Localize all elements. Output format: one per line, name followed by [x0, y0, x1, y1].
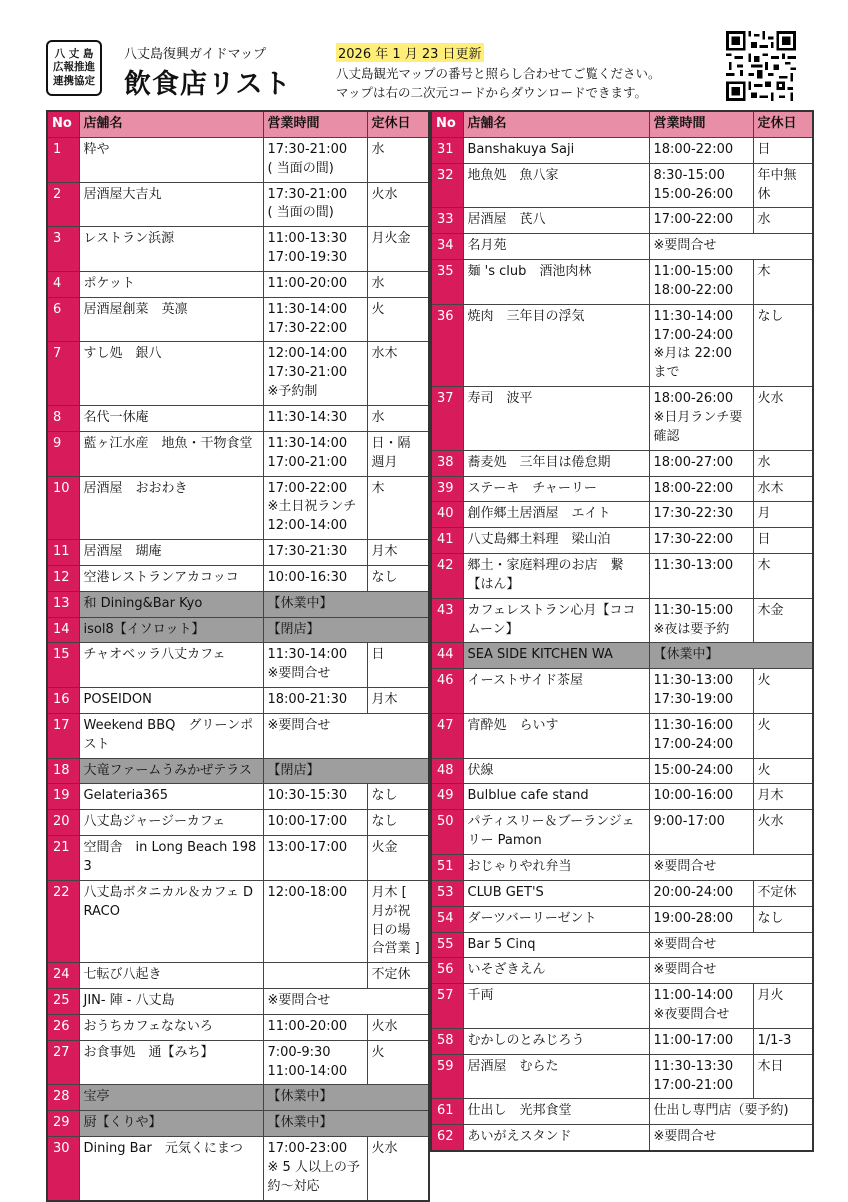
- business-hours: 8:30-15:00 15:00-26:00: [649, 163, 753, 208]
- business-hours: 17:30-21:00 ( 当面の間): [263, 182, 367, 227]
- closed-days: なし: [753, 304, 813, 386]
- restaurant-name: 居酒屋大吉丸: [79, 182, 263, 227]
- restaurant-name: 伏線: [463, 758, 649, 784]
- restaurant-name: 焼肉 三年目の浮気: [463, 304, 649, 386]
- closed-days: 水木: [753, 476, 813, 502]
- closed-days: 月火金: [367, 227, 429, 272]
- closed-days: 1/1-3: [753, 1028, 813, 1054]
- restaurant-name: あいがえスタンド: [463, 1125, 649, 1151]
- row-number: 3: [47, 227, 79, 272]
- business-hours: 11:30-14:00 17:30-22:00: [263, 297, 367, 342]
- row-number: 30: [47, 1137, 79, 1201]
- table-row: [47, 342, 429, 406]
- business-hours: 【休業中】: [263, 591, 429, 617]
- business-hours: ※要問合せ: [649, 1125, 813, 1151]
- business-hours: 11:00-20:00: [263, 1014, 367, 1040]
- table-header-row: [431, 111, 813, 137]
- column-header-hours: 営業時間: [649, 111, 753, 137]
- instruction-note-1: 八丈島観光マップの番号と照らし合わせてご覧ください。: [336, 66, 661, 81]
- table-row: [47, 227, 429, 272]
- business-hours: 17:30-22:30: [649, 502, 753, 528]
- business-hours: 11:30-14:30: [263, 405, 367, 431]
- business-hours: 10:00-16:30: [263, 565, 367, 591]
- business-hours: 【休業中】: [263, 1085, 429, 1111]
- row-number: 35: [431, 260, 463, 305]
- restaurant-name: 七転び八起き: [79, 963, 263, 989]
- table-row: [47, 688, 429, 714]
- table-row: [47, 963, 429, 989]
- business-hours: 7:00-9:30 11:00-14:00: [263, 1040, 367, 1085]
- business-hours: 11:30-16:00 17:00-24:00: [649, 713, 753, 758]
- business-hours: 18:00-26:00 ※日月ランチ要 確認: [649, 387, 753, 451]
- table-row: [431, 880, 813, 906]
- closed-days: 水: [367, 271, 429, 297]
- business-hours: 17:00-22:00 ※土日祝ランチ 12:00-14:00: [263, 476, 367, 540]
- row-number: 58: [431, 1028, 463, 1054]
- table-row: [431, 643, 813, 669]
- row-number: 43: [431, 598, 463, 643]
- closed-days: 火水: [367, 1137, 429, 1201]
- business-hours: 11:00-14:00 ※夜要問合せ: [649, 984, 753, 1029]
- closed-days: 水: [753, 208, 813, 234]
- closed-days: 木: [753, 554, 813, 599]
- collaboration-badge: [46, 40, 102, 96]
- row-number: 39: [431, 476, 463, 502]
- restaurant-name: ダーツバーリーゼント: [463, 906, 649, 932]
- restaurant-name: ステーキ チャーリー: [463, 476, 649, 502]
- restaurant-name: 名代一休庵: [79, 405, 263, 431]
- business-hours: 17:00-22:00: [649, 208, 753, 234]
- business-hours: 【閉店】: [263, 617, 429, 643]
- badge-line: 連携協定: [53, 74, 95, 87]
- business-hours: 9:00-17:00: [649, 810, 753, 855]
- row-number: 32: [431, 163, 463, 208]
- table-row: [47, 1137, 429, 1201]
- row-number: 6: [47, 297, 79, 342]
- restaurant-name: 蕎麦処 三年目は倦怠期: [463, 450, 649, 476]
- business-hours: 20:00-24:00: [649, 880, 753, 906]
- table-row: [47, 880, 429, 962]
- table-row: [431, 1054, 813, 1099]
- restaurant-name: 八丈島ジャージーカフェ: [79, 810, 263, 836]
- row-number: 42: [431, 554, 463, 599]
- row-number: 49: [431, 784, 463, 810]
- row-number: 53: [431, 880, 463, 906]
- restaurant-name: カフェレストラン心月【ココムーン】: [463, 598, 649, 643]
- business-hours: [263, 963, 367, 989]
- column-header-closed: 定休日: [367, 111, 429, 137]
- business-hours: 18:00-22:00: [649, 476, 753, 502]
- row-number: 13: [47, 591, 79, 617]
- page-subtitle: 八丈島復興ガイドマップ: [124, 47, 267, 62]
- closed-days: 月火: [753, 984, 813, 1029]
- restaurant-name: 八丈島郷土料理 梁山泊: [463, 528, 649, 554]
- restaurant-name: おうちカフェなないろ: [79, 1014, 263, 1040]
- business-hours: 11:00-20:00: [263, 271, 367, 297]
- row-number: 56: [431, 958, 463, 984]
- restaurant-name: イーストサイド茶屋: [463, 669, 649, 714]
- restaurant-name: 八丈島ボタニカル＆カフェ DRACO: [79, 880, 263, 962]
- restaurant-name: レストラン浜源: [79, 227, 263, 272]
- restaurant-name: 居酒屋 むらた: [463, 1054, 649, 1099]
- table-row: [431, 1028, 813, 1054]
- restaurant-name: 厨【くりや】: [79, 1111, 263, 1137]
- business-hours: ※要問合せ: [649, 234, 813, 260]
- table-row: [431, 784, 813, 810]
- table-row: [47, 1111, 429, 1137]
- table-row: [431, 208, 813, 234]
- table-row: [431, 810, 813, 855]
- business-hours: ※要問合せ: [263, 713, 429, 758]
- table-row: [47, 989, 429, 1015]
- closed-days: 日: [367, 643, 429, 688]
- column-header-hours: 営業時間: [263, 111, 367, 137]
- business-hours: 11:30-14:00 17:00-21:00: [263, 431, 367, 476]
- closed-days: 木金: [753, 598, 813, 643]
- instruction-note-2: マップは右の二次元コードからダウンロードできます。: [336, 85, 648, 100]
- table-row: [47, 836, 429, 881]
- restaurant-name: パティスリー＆ブーランジェリー Pamon: [463, 810, 649, 855]
- row-number: 27: [47, 1040, 79, 1085]
- row-number: 40: [431, 502, 463, 528]
- row-number: 10: [47, 476, 79, 540]
- closed-days: 日: [753, 137, 813, 163]
- closed-days: 年中無 休: [753, 163, 813, 208]
- closed-days: 火: [367, 1040, 429, 1085]
- closed-days: 火水: [753, 387, 813, 451]
- restaurant-name: チャオベッラ八丈カフェ: [79, 643, 263, 688]
- restaurant-name: Weekend BBQ グリーンポスト: [79, 713, 263, 758]
- table-row: [431, 984, 813, 1029]
- closed-days: 不定休: [367, 963, 429, 989]
- row-number: 15: [47, 643, 79, 688]
- restaurant-name: CLUB GET'S: [463, 880, 649, 906]
- table-row: [431, 669, 813, 714]
- row-number: 11: [47, 540, 79, 566]
- row-number: 2: [47, 182, 79, 227]
- table-row: [47, 591, 429, 617]
- restaurant-name: 創作郷土居酒屋 エイト: [463, 502, 649, 528]
- restaurant-name: 宵酔処 らいす: [463, 713, 649, 758]
- row-number: 16: [47, 688, 79, 714]
- business-hours: 10:00-17:00: [263, 810, 367, 836]
- restaurant-name: ポケット: [79, 271, 263, 297]
- restaurant-name: JIN- 陣 - 八丈島: [79, 989, 263, 1015]
- row-number: 48: [431, 758, 463, 784]
- restaurant-name: isol8【イソロット】: [79, 617, 263, 643]
- qr-code-icon[interactable]: [726, 31, 796, 101]
- restaurant-name: 居酒屋 芪八: [463, 208, 649, 234]
- closed-days: 火水: [367, 1014, 429, 1040]
- restaurant-name: いそざきえん: [463, 958, 649, 984]
- business-hours: 17:00-23:00 ※ 5 人以上の予約〜対応: [263, 1137, 367, 1201]
- restaurant-name: SEA SIDE KITCHEN WA: [463, 643, 649, 669]
- row-number: 19: [47, 784, 79, 810]
- row-number: 57: [431, 984, 463, 1029]
- row-number: 59: [431, 1054, 463, 1099]
- business-hours: 11:30-13:00: [649, 554, 753, 599]
- row-number: 25: [47, 989, 79, 1015]
- table-header-row: [47, 111, 429, 137]
- table-row: [47, 182, 429, 227]
- closed-days: 火: [367, 297, 429, 342]
- restaurant-name: Gelateria365: [79, 784, 263, 810]
- business-hours: 18:00-21:30: [263, 688, 367, 714]
- table-row: [431, 502, 813, 528]
- restaurant-name: 居酒屋創菜 英凛: [79, 297, 263, 342]
- business-hours: 11:00-17:00: [649, 1028, 753, 1054]
- table-row: [431, 1125, 813, 1151]
- column-header-closed: 定休日: [753, 111, 813, 137]
- business-hours: 15:00-24:00: [649, 758, 753, 784]
- closed-days: 月木: [367, 540, 429, 566]
- table-row: [47, 1085, 429, 1111]
- closed-days: 月木: [753, 784, 813, 810]
- business-hours: 17:30-22:00: [649, 528, 753, 554]
- table-row: [431, 387, 813, 451]
- closed-days: 木: [367, 476, 429, 540]
- table-row: [431, 713, 813, 758]
- business-hours: 【休業中】: [649, 643, 813, 669]
- business-hours: ※要問合せ: [649, 958, 813, 984]
- restaurant-name: 名月苑: [463, 234, 649, 260]
- row-number: 54: [431, 906, 463, 932]
- business-hours: 11:30-14:00 ※要問合せ: [263, 643, 367, 688]
- restaurant-name: 地魚処 魚八家: [463, 163, 649, 208]
- business-hours: 11:00-15:00 18:00-22:00: [649, 260, 753, 305]
- column-header-name: 店舗名: [463, 111, 649, 137]
- closed-days: 月木: [367, 688, 429, 714]
- table-row: [431, 932, 813, 958]
- closed-days: 月木 [ 月が祝 日の場 合営業 ]: [367, 880, 429, 962]
- table-row: [47, 431, 429, 476]
- row-number: 4: [47, 271, 79, 297]
- row-number: 17: [47, 713, 79, 758]
- restaurant-name: 空港レストランアカコッコ: [79, 565, 263, 591]
- row-number: 50: [431, 810, 463, 855]
- table-row: [47, 713, 429, 758]
- restaurant-name: おじゃりやれ弁当: [463, 855, 649, 881]
- restaurant-name: 麺 's club 酒池肉林: [463, 260, 649, 305]
- table-row: [47, 810, 429, 836]
- table-row: [47, 297, 429, 342]
- row-number: 7: [47, 342, 79, 406]
- update-date: 2026 年 1 月 23 日更新: [336, 43, 484, 62]
- table-row: [47, 476, 429, 540]
- table-row: [47, 617, 429, 643]
- closed-days: 水: [367, 137, 429, 182]
- table-row: [431, 758, 813, 784]
- closed-days: 日: [753, 528, 813, 554]
- row-number: 12: [47, 565, 79, 591]
- table-row: [47, 758, 429, 784]
- table-row: [431, 1099, 813, 1125]
- restaurant-name: 千両: [463, 984, 649, 1029]
- row-number: 62: [431, 1125, 463, 1151]
- restaurant-name: 仕出し 光邦食堂: [463, 1099, 649, 1125]
- restaurant-table-right: [430, 110, 814, 1152]
- business-hours: ※要問合せ: [263, 989, 429, 1015]
- restaurant-name: Bulblue cafe stand: [463, 784, 649, 810]
- column-header-name: 店舗名: [79, 111, 263, 137]
- business-hours: ※要問合せ: [649, 855, 813, 881]
- row-number: 38: [431, 450, 463, 476]
- table-row: [431, 260, 813, 305]
- restaurant-name: Bar 5 Cinq: [463, 932, 649, 958]
- closed-days: 火: [753, 758, 813, 784]
- business-hours: 17:30-21:00 ( 当面の間): [263, 137, 367, 182]
- business-hours: 10:00-16:00: [649, 784, 753, 810]
- closed-days: 日・隔 週月: [367, 431, 429, 476]
- table-row: [431, 906, 813, 932]
- table-row: [47, 1040, 429, 1085]
- restaurant-name: すし処 銀八: [79, 342, 263, 406]
- table-row: [47, 784, 429, 810]
- row-number: 9: [47, 431, 79, 476]
- row-number: 26: [47, 1014, 79, 1040]
- closed-days: 木: [753, 260, 813, 305]
- table-row: [47, 1014, 429, 1040]
- restaurant-name: Banshakuya Saji: [463, 137, 649, 163]
- row-number: 51: [431, 855, 463, 881]
- business-hours: 10:30-15:30: [263, 784, 367, 810]
- business-hours: 18:00-27:00: [649, 450, 753, 476]
- table-row: [431, 450, 813, 476]
- row-number: 41: [431, 528, 463, 554]
- restaurant-name: POSEIDON: [79, 688, 263, 714]
- row-number: 22: [47, 880, 79, 962]
- restaurant-name: 藍ヶ江水産 地魚・干物食堂: [79, 431, 263, 476]
- table-row: [431, 234, 813, 260]
- row-number: 20: [47, 810, 79, 836]
- restaurant-name: 郷土・家庭料理のお店 繋【はん】: [463, 554, 649, 599]
- business-hours: 12:00-18:00: [263, 880, 367, 962]
- restaurant-name: 居酒屋 おおわき: [79, 476, 263, 540]
- business-hours: 19:00-28:00: [649, 906, 753, 932]
- restaurant-name: 宝亭: [79, 1085, 263, 1111]
- business-hours: 11:30-15:00 ※夜は要予約: [649, 598, 753, 643]
- closed-days: 木日: [753, 1054, 813, 1099]
- closed-days: なし: [367, 810, 429, 836]
- business-hours: 13:00-17:00: [263, 836, 367, 881]
- closed-days: 水: [753, 450, 813, 476]
- column-header-no: No: [47, 111, 79, 137]
- business-hours: 【休業中】: [263, 1111, 429, 1137]
- row-number: 31: [431, 137, 463, 163]
- row-number: 29: [47, 1111, 79, 1137]
- table-row: [431, 137, 813, 163]
- row-number: 28: [47, 1085, 79, 1111]
- business-hours: ※要問合せ: [649, 932, 813, 958]
- table-row: [431, 163, 813, 208]
- closed-days: 月: [753, 502, 813, 528]
- closed-days: なし: [753, 906, 813, 932]
- table-row: [47, 405, 429, 431]
- restaurant-table-left: [46, 110, 430, 1202]
- row-number: 24: [47, 963, 79, 989]
- restaurant-name: 居酒屋 瑚庵: [79, 540, 263, 566]
- row-number: 47: [431, 713, 463, 758]
- table-row: [47, 643, 429, 688]
- table-row: [47, 565, 429, 591]
- closed-days: 火水: [753, 810, 813, 855]
- closed-days: なし: [367, 565, 429, 591]
- row-number: 55: [431, 932, 463, 958]
- business-hours: 18:00-22:00: [649, 137, 753, 163]
- restaurant-name: 空間舎 in Long Beach 1983: [79, 836, 263, 881]
- row-number: 37: [431, 387, 463, 451]
- closed-days: 火: [753, 713, 813, 758]
- table-row: [431, 528, 813, 554]
- business-hours: 11:30-14:00 17:00-24:00 ※月は 22:00 まで: [649, 304, 753, 386]
- row-number: 44: [431, 643, 463, 669]
- row-number: 8: [47, 405, 79, 431]
- row-number: 33: [431, 208, 463, 234]
- row-number: 46: [431, 669, 463, 714]
- badge-line: 広報推進: [53, 61, 95, 74]
- table-row: [431, 554, 813, 599]
- table-row: [431, 598, 813, 643]
- closed-days: 火水: [367, 182, 429, 227]
- row-number: 36: [431, 304, 463, 386]
- restaurant-name: Dining Bar 元気くにまつ: [79, 1137, 263, 1201]
- restaurant-name: むかしのとみじろう: [463, 1028, 649, 1054]
- closed-days: 水木: [367, 342, 429, 406]
- table-row: [47, 137, 429, 182]
- column-header-no: No: [431, 111, 463, 137]
- page-title: 飲食店リスト: [124, 69, 292, 100]
- badge-line: 八 丈 島: [54, 47, 94, 60]
- restaurant-name: 和 Dining&Bar Kyo: [79, 591, 263, 617]
- closed-days: なし: [367, 784, 429, 810]
- business-hours: 11:00-13:30 17:00-19:30: [263, 227, 367, 272]
- row-number: 1: [47, 137, 79, 182]
- row-number: 18: [47, 758, 79, 784]
- row-number: 61: [431, 1099, 463, 1125]
- table-row: [431, 476, 813, 502]
- closed-days: 火: [753, 669, 813, 714]
- table-row: [47, 271, 429, 297]
- row-number: 21: [47, 836, 79, 881]
- table-row: [431, 855, 813, 881]
- business-hours: 仕出し専門店（要予約): [649, 1099, 813, 1125]
- business-hours: 11:30-13:30 17:00-21:00: [649, 1054, 753, 1099]
- row-number: 14: [47, 617, 79, 643]
- closed-days: 不定休: [753, 880, 813, 906]
- business-hours: 【閉店】: [263, 758, 429, 784]
- business-hours: 12:00-14:00 17:30-21:00 ※予約制: [263, 342, 367, 406]
- restaurant-name: 粋や: [79, 137, 263, 182]
- business-hours: 11:30-13:00 17:30-19:00: [649, 669, 753, 714]
- business-hours: 17:30-21:30: [263, 540, 367, 566]
- closed-days: 水: [367, 405, 429, 431]
- closed-days: 火金: [367, 836, 429, 881]
- restaurant-name: 大竜ファームうみかぜテラス: [79, 758, 263, 784]
- table-row: [47, 540, 429, 566]
- table-row: [431, 304, 813, 386]
- restaurant-name: お食事処 通【みち】: [79, 1040, 263, 1085]
- table-row: [431, 958, 813, 984]
- row-number: 34: [431, 234, 463, 260]
- restaurant-name: 寿司 波平: [463, 387, 649, 451]
